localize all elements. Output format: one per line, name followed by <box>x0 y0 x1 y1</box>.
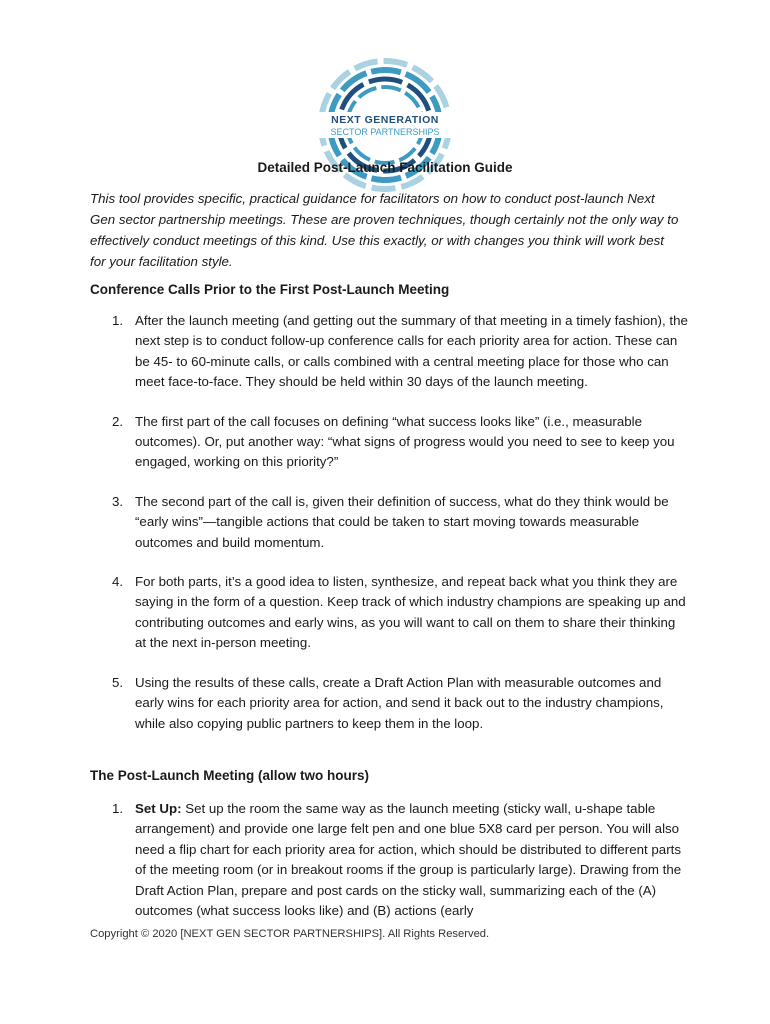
list-item <box>90 572 690 654</box>
list-item-number: 5. <box>112 674 124 690</box>
list-item <box>90 492 690 553</box>
list-item-text: Using the results of these calls, create a Draft Action Plan with measurable outcomes and early wins for each priority area for action, and send it back out to the industry champions, while also copying public partners to keep them in the loop. <box>135 674 664 731</box>
list-item-number: 2. <box>112 413 124 429</box>
logo-text-line2: SECTOR PARTNERSHIPS <box>330 127 440 137</box>
list-item-number: 1. <box>112 801 124 816</box>
list-item-text: The first part of the call focuses on defining “what success looks like” (i.e., measurable outcomes). Or, put another way: “what signs of progress would you need to see to keep you engaged, working on this priority?” <box>135 413 675 470</box>
intro-paragraph: This tool provides specific, practical guidance for facilitators on how to conduct post-launch Next Gen sector partnership meetings. These are proven techniques, though certainly not the only way to effectively conduct meetings of this kind. Use this exactly, or with changes you think will work best for your facilitation style. <box>90 191 679 269</box>
copyright-footer: Copyright © 2020 [NEXT GEN SECTOR PARTNERSHIPS]. All Rights Reserved. <box>90 928 490 940</box>
list-item-text: Set up the room the same way as the launch meeting (sticky wall, u-shape table arrangement) and provide one large felt pen and one blue 5X8 card per person. You will also need a flip chart for each priority area for action, which should be distributed to different parts of the meeting room (or in breakout rooms if the group is particularly large). Drawing from the Draft Action Plan, prepare and post cards on the sticky wall, summarizing each of the (A) outcomes (what success looks like) and (B) actions (early <box>135 801 682 919</box>
section-heading-post-launch-meeting: The Post-Launch Meeting (allow two hours) <box>90 768 369 783</box>
conference-calls-list <box>90 311 690 734</box>
list-item-lead: Set Up: <box>135 801 182 816</box>
post-launch-meeting-list <box>90 799 690 921</box>
list-item-text: For both parts, it’s a good idea to listen, synthesize, and repeat back what you think they are saying in the form of a question. Keep track of which industry champions are speaking up and contributing outcomes and early wins, as you will want to call on them to share their thinking at the next in-person meeting. <box>135 574 686 651</box>
list-item <box>90 673 690 734</box>
section-heading-conference-calls: Conference Calls Prior to the First Post-Launch Meeting <box>90 282 450 297</box>
list-item <box>90 799 690 921</box>
list-item-number: 3. <box>112 493 124 509</box>
list-item <box>90 311 690 393</box>
list-item-number: 4. <box>112 574 124 590</box>
document-title: Detailed Post-Launch Facilitation Guide <box>257 160 513 175</box>
list-item-number: 1. <box>112 313 124 328</box>
list-item <box>90 412 690 473</box>
logo-text-line1: NEXT GENERATION <box>331 114 439 126</box>
list-item-text: The second part of the call is, given their definition of success, what do they think would be “early wins”—tangible actions that could be taken to start moving towards measurable outcomes and build momentum. <box>135 493 669 550</box>
list-item-text: After the launch meeting (and getting out the summary of that meeting in a timely fashion), the next step is to conduct follow-up conference calls for each priority area for action. These can be 45- to 60-minute calls, or calls combined with a central meeting place for those who can meet face-to-face. They should be held within 30 days of the launch meeting. <box>135 313 688 390</box>
